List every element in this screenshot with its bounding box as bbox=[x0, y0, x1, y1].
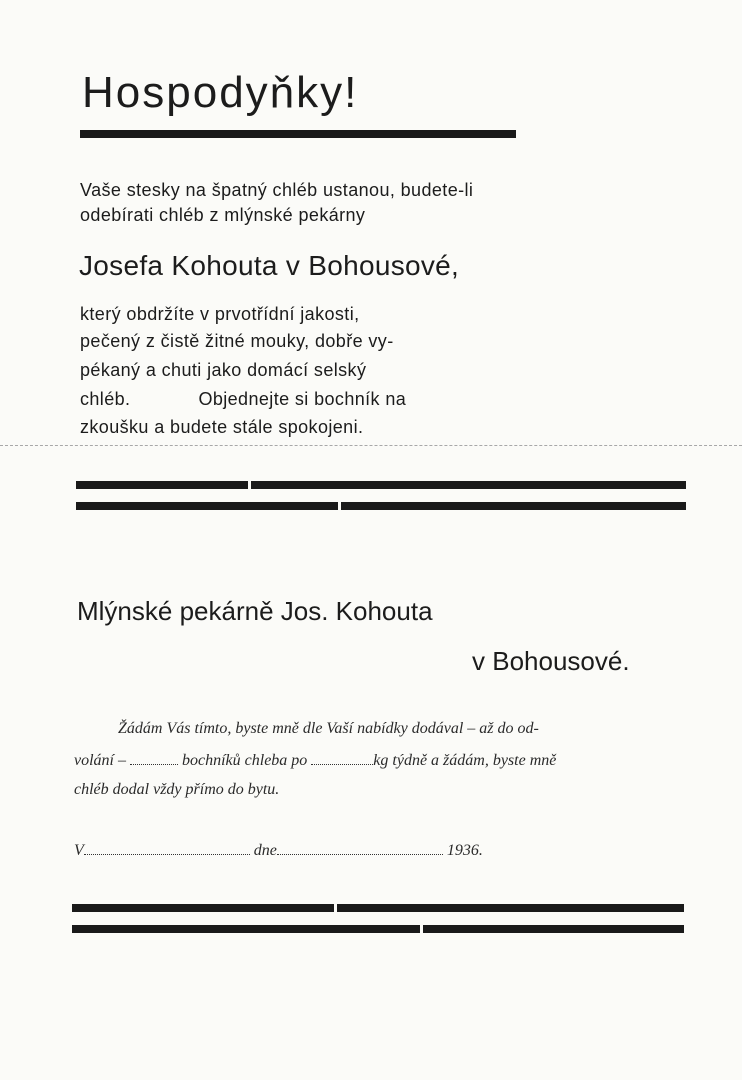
body-line-4-end: Objednejte si bochník na bbox=[198, 389, 407, 409]
place-label: V bbox=[74, 842, 84, 859]
order-text-line-2-end: kg týdně a žádám, byste mně bbox=[373, 752, 557, 769]
divider-bar-bottom-1 bbox=[72, 904, 684, 912]
place-date-line bbox=[74, 842, 483, 860]
weight-kg-field[interactable] bbox=[311, 752, 373, 765]
body-line-2: pečený z čistě žitné mouky, dobře vy- bbox=[80, 331, 394, 351]
date-field[interactable] bbox=[277, 842, 443, 855]
body-line-1: který obdržíte v prvotřídní jakosti, bbox=[80, 304, 360, 324]
bakery-name: Josefa Kohouta v Bohousové, bbox=[79, 250, 460, 281]
date-label: dne bbox=[253, 842, 277, 859]
cut-line bbox=[0, 445, 742, 446]
divider-bar-middle-1 bbox=[76, 481, 686, 489]
order-text-line-2 bbox=[74, 752, 556, 770]
intro-line-2: odebírati chléb z mlýnské pekárny bbox=[80, 205, 366, 225]
intro-line-1: Vaše stesky na špatný chléb ustanou, budete-li bbox=[80, 180, 474, 200]
body-line-4-start: chléb. bbox=[80, 389, 131, 409]
order-text-line-2-middle: bochníků chleba po bbox=[182, 752, 308, 769]
order-text-line-1: Žádám Vás tímto, byste mně dle Vaší nabídky dodával – až do od- bbox=[118, 720, 539, 737]
place-field[interactable] bbox=[84, 842, 250, 855]
quantity-loaves-field[interactable] bbox=[130, 752, 178, 765]
page-title: Hospodyňky! bbox=[82, 68, 359, 117]
body-line-3: pékaný a chuti jako domácí selský bbox=[80, 360, 367, 380]
year-text: 1936. bbox=[446, 842, 483, 859]
divider-bar-top bbox=[80, 130, 516, 138]
order-text-line-3: chléb dodal vždy přímo do bytu. bbox=[74, 781, 280, 798]
divider-bar-bottom-2 bbox=[72, 925, 684, 933]
divider-bar-middle-2 bbox=[76, 502, 686, 510]
body-line-4 bbox=[80, 389, 406, 410]
body-line-5: zkoušku a budete stále spokojeni. bbox=[80, 417, 364, 437]
address-line-1: Mlýnské pekárně Jos. Kohouta bbox=[77, 596, 433, 626]
order-text-line-2-start: volání – bbox=[74, 752, 126, 769]
address-line-2: v Bohousové. bbox=[472, 646, 630, 676]
